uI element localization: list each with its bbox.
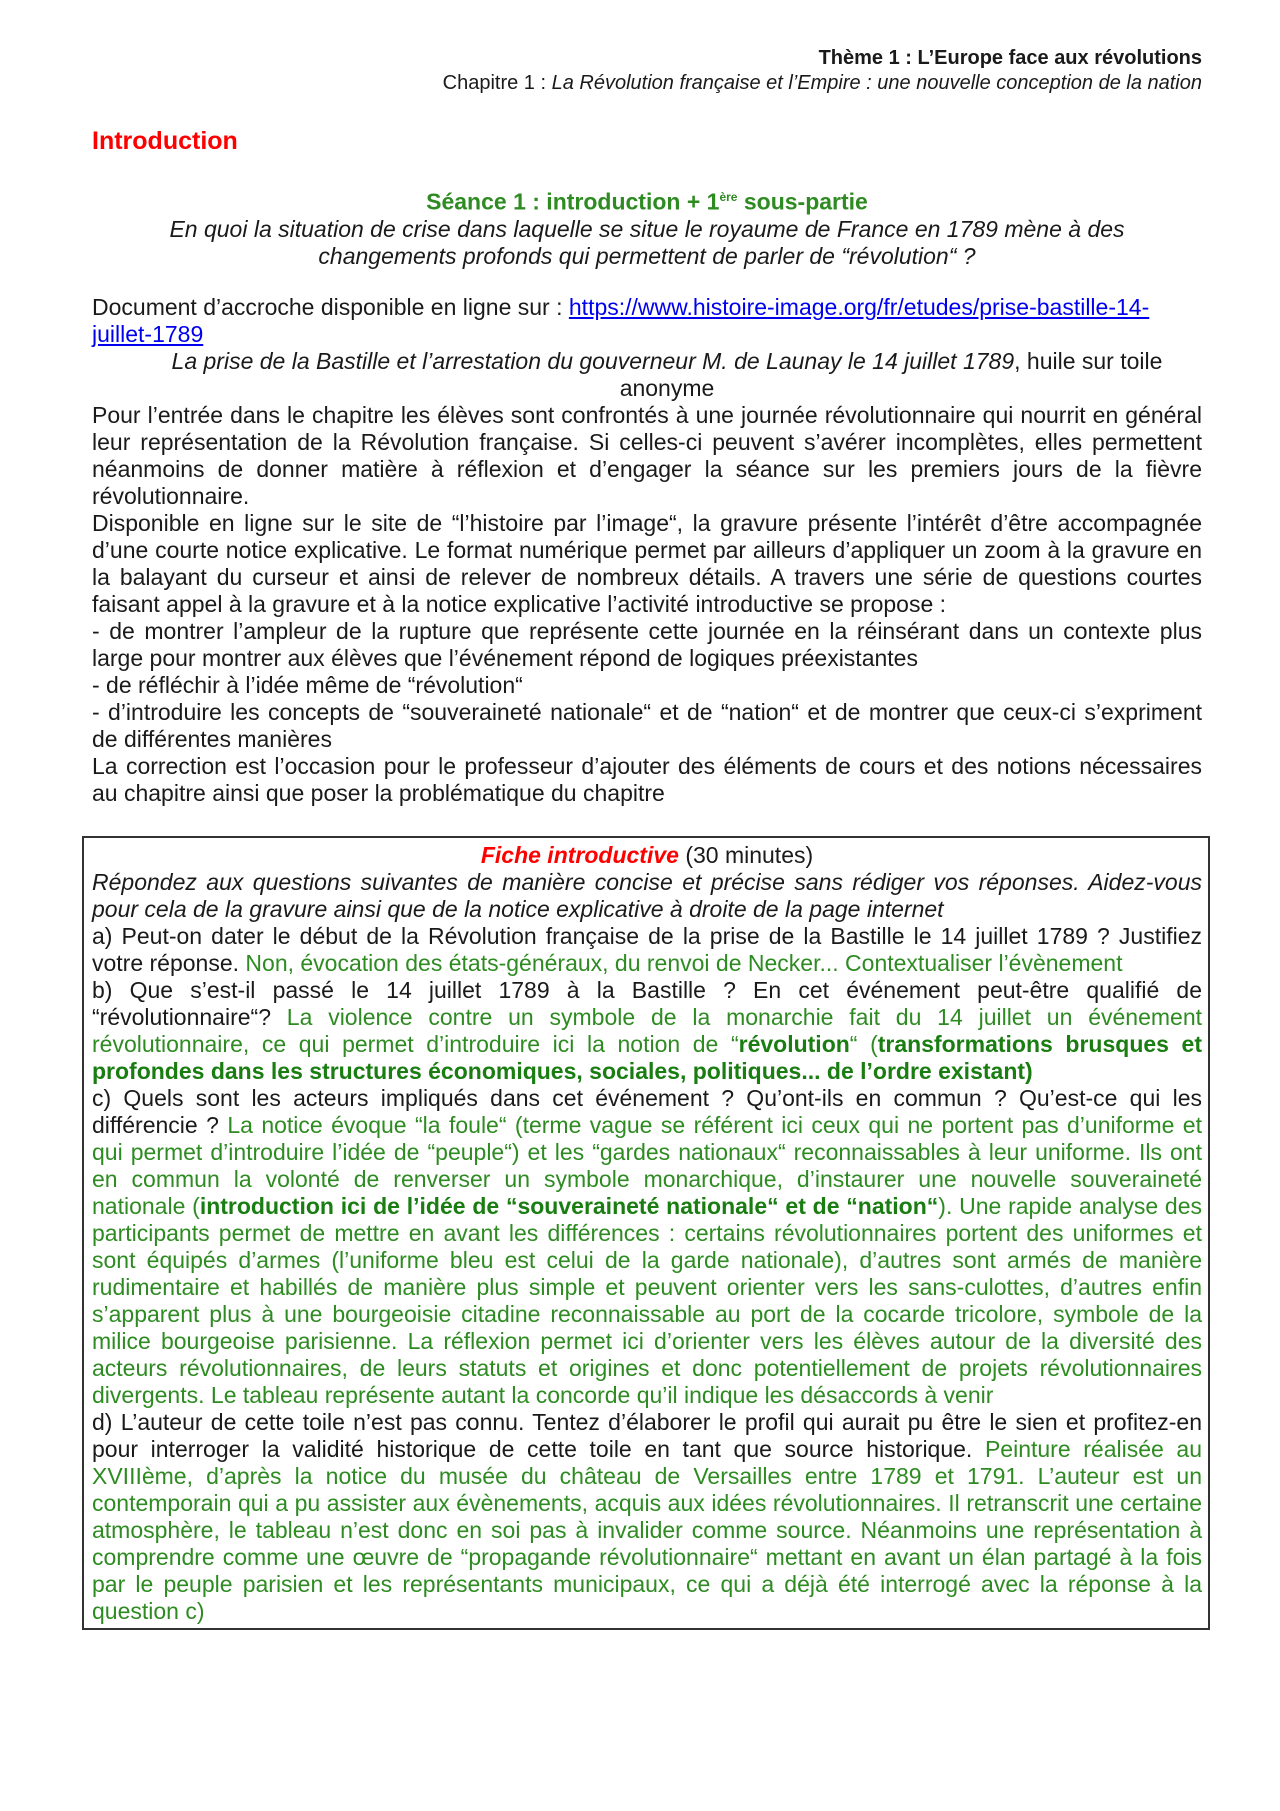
answer-text: ). Une rapide analyse des participants permet de mettre en avant les différences : certains révolutionnaires portent des uniformes et sont équipés d’armes (l’uniforme bleu est celui de la garde nationale), d’autres sont armés de manière rudimentaire et habillés de manière plus simple et peuvent orienter vers les sans-culottes, d’autres enfin s’apparent plus à une bourgeoisie citadine reconnaissable au port de la cocarde tricolore, symbole de la milice bourgeoise parisienne. La réflexion permet ici d’orienter vers les élèves autour de la diversité des acteurs révolutionnaires, de leurs statuts et origines et donc potentiellement de projets révolutionnaires divergents. Le tableau représente autant la concorde qu’il indique les désaccords à venir [92,1193,1202,1408]
answer-bold: révolution [738,1031,850,1057]
paragraph: Disponible en ligne sur le site de “l’histoire par l’image“, la gravure présente l’intérêt d’être accompagnée d’une courte notice explicative. Le format numérique permet par ailleurs d’appliquer un zoom à la gravure en la balayant du curseur et ainsi de relever de nombreux détails. A travers une série de questions courtes faisant appel à la gravure et à la notice explicative l’activité introductive se propose : [92,510,1202,617]
question-b [92,977,1202,1085]
chapter-prefix: Chapitre 1 : [442,72,552,94]
chapter-heading [443,72,1202,95]
paragraph: La correction est l’occasion pour le professeur d’ajouter des éléments de cours et des notions nécessaires au chapitre ainsi que poser la problématique du chapitre [92,753,1202,806]
question-text: a) Peut-on dater le début de la Révolution française de la prise de la Bastille le 14 juillet 1789 ? Justifiez votre réponse. [92,923,1202,976]
question-c [92,1085,1202,1409]
theme-heading: Thème 1 : L’Europe face aux révolutions [818,47,1202,69]
artwork-desc: , huile sur toile anonyme [619,348,1163,401]
list-item: - de montrer l’ampleur de la rupture que représente cette journée en la réinsérant dans un contexte plus large pour montrer aux élèves que l’événement répond de logiques préexistantes [92,618,1202,671]
list-item: - de réfléchir à l’idée même de “révolution“ [92,672,523,698]
answer-text: La violence contre un symbole de la monarchie fait du 14 juillet un événement révolutionnaire, ce qui permet d’introduire ici la notion de “ [92,1004,1202,1057]
introduction-heading: Introduction [92,127,238,155]
fiche-duration: (30 minutes) [678,842,814,868]
problematique: En quoi la situation de crise dans laquelle se situe le royaume de France en 1789 mène à des changements profonds qui permettent de parler de “révolution“ ? [169,215,1125,269]
fiche-title-text: Fiche introductive [480,842,679,868]
seance-section [92,184,1202,270]
answer-text: Non, évocation des états-généraux, du renvoi de Necker... Contextualiser l’évènement [245,950,1123,976]
paragraph: Pour l’entrée dans le chapitre les élèves sont confrontés à une journée révolutionnaire qui nourrit en général leur représentation de la Révolution française. Si celles-ci peuvent s’avérer incomplètes, elles permettent néanmoins de donner matière à réflexion et d’engager la séance sur les premiers jours de la fièvre révolutionnaire. [92,402,1202,509]
fiche-title [92,842,1202,869]
question-d [92,1409,1202,1625]
fiche-introductive-box [82,836,1210,1630]
fiche-instructions: Répondez aux questions suivantes de manière concise et précise sans rédiger vos réponses. Aidez-vous pour cela de la gravure ainsi que de la notice explicative à droite de la page internet [92,869,1202,922]
question-text: b) Que s’est-il passé le 14 juillet 1789 à la Bastille ? En cet événement peut-être qualifié de “révolutionnaire“? [92,977,1202,1030]
answer-bold: transformations brusques et profondes dans les structures économiques, sociales, politiques... de l’ordre existant) [92,1031,1203,1084]
seance-title-suffix: sous-partie [737,188,868,215]
answer-bold: introduction ici de l’idée de “souveraineté nationale“ et de “nation“ [199,1193,939,1219]
chapter-title: La Révolution française et l’Empire : une nouvelle conception de la nation [551,72,1202,94]
document-link[interactable]: https://www.histoire-image.org/fr/etudes/prise-bastille-14-juillet-1789 [92,294,1150,347]
question-text: d) L’auteur de cette toile n’est pas connu. Tentez d’élaborer le profil qui aurait pu être le sien et profitez-en pour interroger la validité historique de cette toile en tant que source historique. [92,1409,1202,1462]
question-text: c) Quels sont les acteurs impliqués dans cet événement ? Qu’ont-ils en commun ? Qu’est-ce qui les différencie ? [92,1085,1202,1138]
answer-text: Peinture réalisée au XVIIIème, d’après la notice du musée du château de Versailles entre 1789 et 1791. L’auteur est un contemporain qui a pu assister aux évènements, acquis aux idées révolutionnaires. Il retranscrit une certaine atmosphère, le tableau n’est donc en soi pas à invalider comme source. Néanmoins une représentation à comprendre comme une œuvre de “propagande révolutionnaire“ mettant en avant un élan partagé à la fois par le peuple parisien et les représentants municipaux, ce qui a déjà été interrogé avec la réponse à la question c) [92,1436,1203,1624]
answer-text: La notice évoque “la foule“ (terme vague se référent ici ceux qui ne portent pas d’uniforme et qui permet d’introduire l’idée de “peuple“) et les “gardes nationaux“ reconnaissables à leur uniforme. Ils ont en commun la volonté de renverser un symbole monarchique, d’instaurer une nouvelle souveraineté nationale ( [92,1112,1202,1219]
seance-title-text: Séance 1 : introduction + 1 [426,188,720,215]
list-item: - d’introduire les concepts de “souveraineté nationale“ et de “nation“ et de montrer que ceux-ci s’expriment de différentes manières [92,699,1202,752]
intro-body [92,294,1202,807]
seance-title-sup: ère [719,190,738,204]
seance-title [92,184,1202,216]
question-a [92,923,1202,977]
answer-text: “ ( [849,1031,878,1057]
document-prefix: Document d’accroche disponible en ligne sur : [92,294,569,320]
artwork-title: La prise de la Bastille et l’arrestation du gouverneur M. de Launay le 14 juillet 1789 [171,348,1015,374]
